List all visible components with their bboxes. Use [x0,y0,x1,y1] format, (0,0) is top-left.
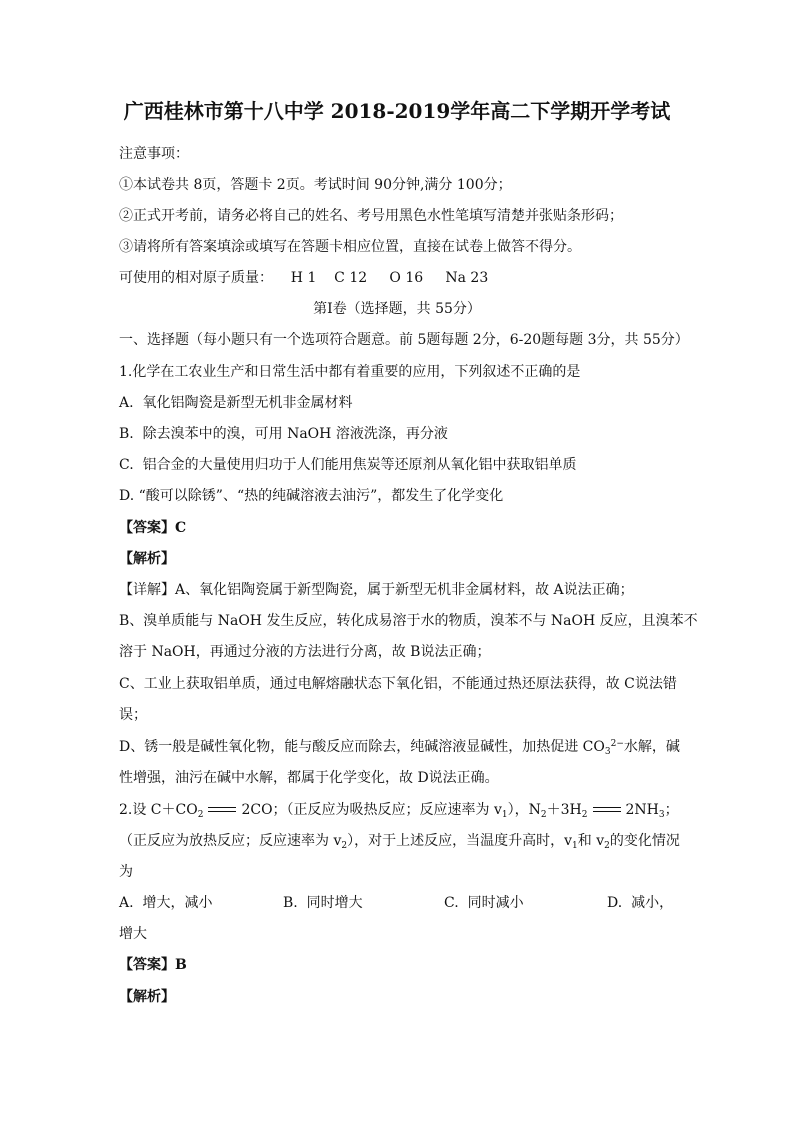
q2-option-a: A. 增大，减小 [119,895,213,911]
question-2-stem-line-1: 2.设 $C+CO_2$ 2CO；（正反应为吸热反应；反应速率为 $v_1$），$N_2+3H_2$ $2NH_3$； [119,802,679,820]
notice-heading: 注意事项： [119,146,189,162]
q1-detail-c1: C、工业上获取铝单质，通过电解熔融状态下氧化铝，不能通过热还原法获得，故 C说法错 [119,676,677,692]
reversible-arrow-icon [205,804,239,816]
q2-answer: 【答案】B [119,957,187,973]
q1-detail-d2: 性增强，油污在碱中水解，都属于化学变化，故 D说法正确。 [119,770,499,786]
q1-analysis-label: 【解析】 [119,551,175,567]
notice-3: ③请将所有答案填涂或填写在答题卡相应位置，直接在试卷上做答不得分。 [119,239,581,255]
question-2-stem-line-3: 为 [119,864,133,880]
q2-analysis-label: 【解析】 [119,989,175,1005]
q2-option-b: B. 同时增大 [283,895,363,911]
q1-option-a: A. 氧化铝陶瓷是新型无机非金属材料 [119,395,353,411]
q1-option-c: C. 铝合金的大量使用归功于人们能用焦炭等还原剂从氧化铝中获取铝单质 [119,457,577,473]
q1-answer: 【答案】C [119,520,187,536]
q1-detail-c2: 误； [119,707,147,723]
question-1-stem: 1.化学在工农业生产和日常生活中都有着重要的应用，下列叙述不正确的是 [119,364,581,380]
q2-option-c: C. 同时减小 [444,895,524,911]
atomic-mass-line: 可使用的相对原子质量： H 1 C 12 O 16 Na 23 [119,270,489,286]
q1-option-d: D. “酸可以除锈”、“热的纯碱溶液去油污”，都发生了化学变化 [119,488,504,504]
q1-detail-b1: B、溴单质能与 NaOH 发生反应，转化成易溶于水的物质，溴苯不与 NaOH 反应，且溴苯不 [119,613,698,629]
reversible-arrow-icon [590,804,624,816]
q2-option-d: D. 减小， [607,895,674,911]
q1-detail-a: 【详解】A、氧化铝陶瓷属于新型陶瓷，属于新型无机非金属材料，故 A说法正确； [119,582,634,598]
page-title: 广西桂林市第十八中学 2018-2019学年高二下学期开学考试 [123,99,671,123]
notice-2: ②正式开考前，请务必将自己的姓名、考号用黑色水性笔填写清楚并张贴条形码； [119,208,623,224]
q1-detail-d1: D、锈一般是碱性氧化物，能与酸反应而除去，纯碱溶液显碱性，加热促进 $CO_3^{2-}$水解，碱 [119,739,680,757]
volume-title: 第Ⅰ卷（选择题，共 55分） [313,301,481,317]
q1-detail-b2: 溶于 NaOH，再通过分液的方法进行分离，故 B说法正确； [119,644,491,660]
question-2-stem-line-2: （正反应为放热反应；反应速率为 $v_2$），对于上述反应，当温度升高时，$v_1$和 $v_2$的变化情况 [119,833,680,851]
section-title: 一、选择题（每小题只有一个选项符合题意。前 5题每题 2分，6-20题每题 3分，共 55分） [119,332,689,348]
q1-option-b: B. 除去溴苯中的溴，可用 NaOH 溶液洗涤，再分液 [119,426,448,442]
q2-option-d-wrap: 增大 [119,926,147,942]
notice-1: ①本试卷共 8页，答题卡 2页。考试时间 90分钟,满分 100分； [119,177,512,193]
